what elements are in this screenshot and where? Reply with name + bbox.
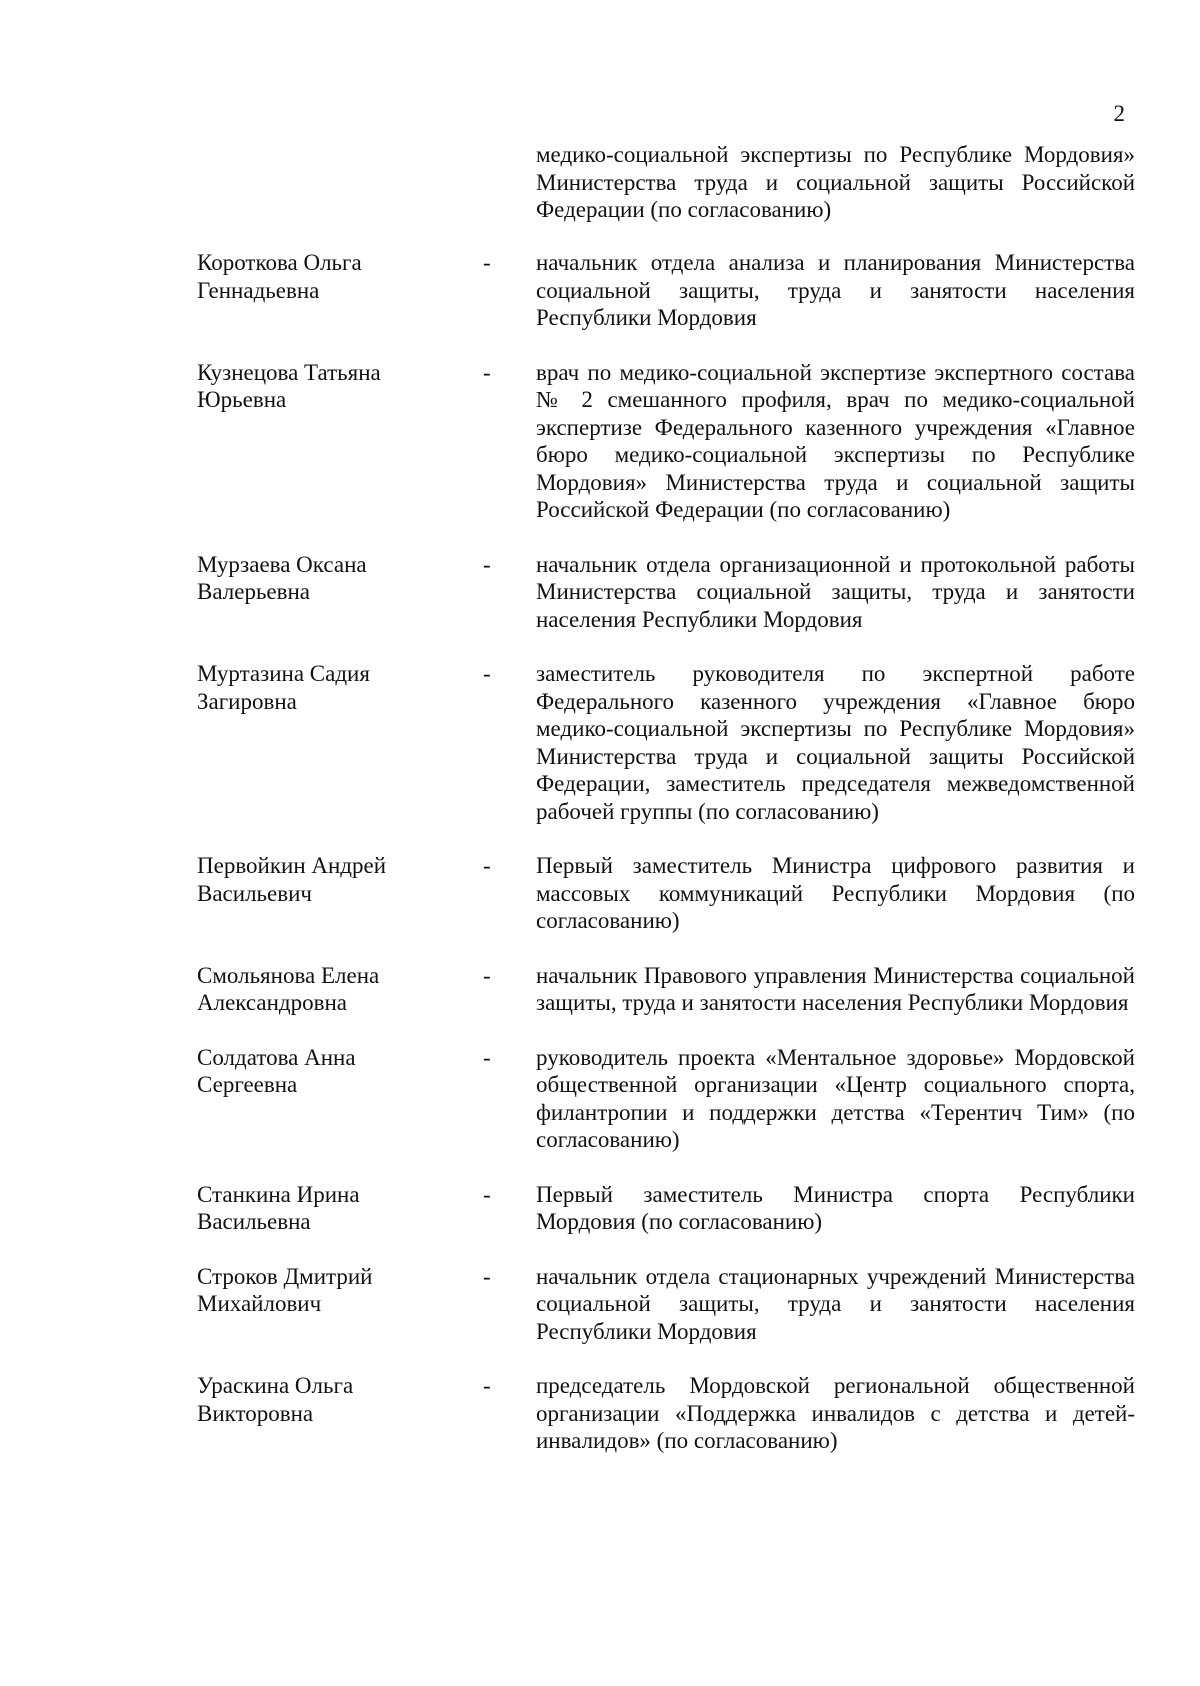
- member-role: заместитель руководителя по экспертной работе Федерального казенного учреждения «Главное бюро медико-социальной экспертизы по Республике Мордовия» Министерства труда и социальной защиты Российской Федерации, заместитель председателя межведомственной рабочей группы (по согласованию): [536, 661, 1135, 824]
- member-name: Кузнецова Татьяна Юрьевна: [197, 359, 381, 412]
- member-name: Мурзаева Оксана Валерьевна: [197, 551, 367, 604]
- member-dash: -: [483, 1263, 491, 1289]
- list-item: [0, 852, 1200, 935]
- list-item: [0, 1044, 1200, 1154]
- list-item: [0, 1372, 1200, 1455]
- continuation-text: медико-социальной экспертизы по Республике Мордовия» Министерства труда и социальной защиты Российской Федерации (по согласованию): [536, 142, 1135, 222]
- member-dash: -: [483, 551, 491, 577]
- page-number: 2: [1113, 101, 1125, 126]
- member-role: председатель Мордовской региональной общественной организации «Поддержка инвалидов с детства и детей-инвалидов» (по согласованию): [536, 1373, 1135, 1453]
- member-dash: -: [483, 1373, 491, 1398]
- member-dash: -: [483, 1044, 491, 1070]
- member-dash: -: [483, 962, 491, 988]
- list-item: [0, 1181, 1200, 1236]
- member-name: Смольянова Елена Александровна: [197, 962, 380, 1015]
- member-name: Солдатова Анна Сергеевна: [197, 1044, 356, 1097]
- list-item: [0, 962, 1200, 1017]
- member-role: начальник отдела организационной и протокольной работы Министерства социальной защиты, труда и занятости населения Республики Мордовия: [536, 551, 1135, 632]
- member-role: Первый заместитель Министра цифрового развития и массовых коммуникаций Республики Мордовия (по согласованию): [536, 853, 1135, 933]
- member-dash: -: [483, 1181, 491, 1207]
- list-item: [0, 359, 1200, 524]
- member-name: Короткова Ольга Геннадьевна: [197, 250, 362, 303]
- member-dash: -: [483, 359, 491, 385]
- members-list: [0, 249, 1200, 1482]
- member-name: Станкина Ирина Васильевна: [197, 1181, 360, 1234]
- member-role: начальник Правового управления Министерства социальной защиты, труда и занятости населения Республики Мордовия: [536, 962, 1135, 1015]
- member-name: Строков Дмитрий Михайлович: [197, 1263, 373, 1316]
- member-role: начальник отдела анализа и планирования Министерства социальной защиты, труда и занятости населения Республики Мордовия: [536, 250, 1135, 330]
- list-item: [0, 660, 1200, 825]
- member-dash: -: [483, 661, 491, 686]
- member-dash: -: [483, 853, 491, 878]
- member-role: врач по медико-социальной экспертизе экспертного состава № 2 смешанного профиля, врач по медико-социальной экспертизе Федерального казенного учреждения «Главное бюро медико-социальной экспертизы по Республике Мордовия» Министерства труда и социальной защиты Российской Федерации (по согласованию): [536, 359, 1135, 522]
- list-item: [0, 249, 1200, 332]
- member-role: Первый заместитель Министра спорта Республики Мордовия (по согласованию): [536, 1181, 1135, 1234]
- member-name: Муртазина Садия Загировна: [197, 661, 370, 714]
- member-role: начальник отдела стационарных учреждений Министерства социальной защиты, труда и занятости населения Республики Мордовия: [536, 1263, 1135, 1344]
- member-name: Ураскина Ольга Викторовна: [197, 1373, 354, 1426]
- list-item: [0, 551, 1200, 634]
- member-name: Первойкин Андрей Васильевич: [197, 853, 387, 906]
- member-role: руководитель проекта «Ментальное здоровье» Мордовской общественной организации «Центр социального спорта, филантропии и поддержки детства «Терентич Тим» (по согласованию): [536, 1044, 1135, 1152]
- list-item: [0, 1263, 1200, 1346]
- member-dash: -: [483, 250, 491, 275]
